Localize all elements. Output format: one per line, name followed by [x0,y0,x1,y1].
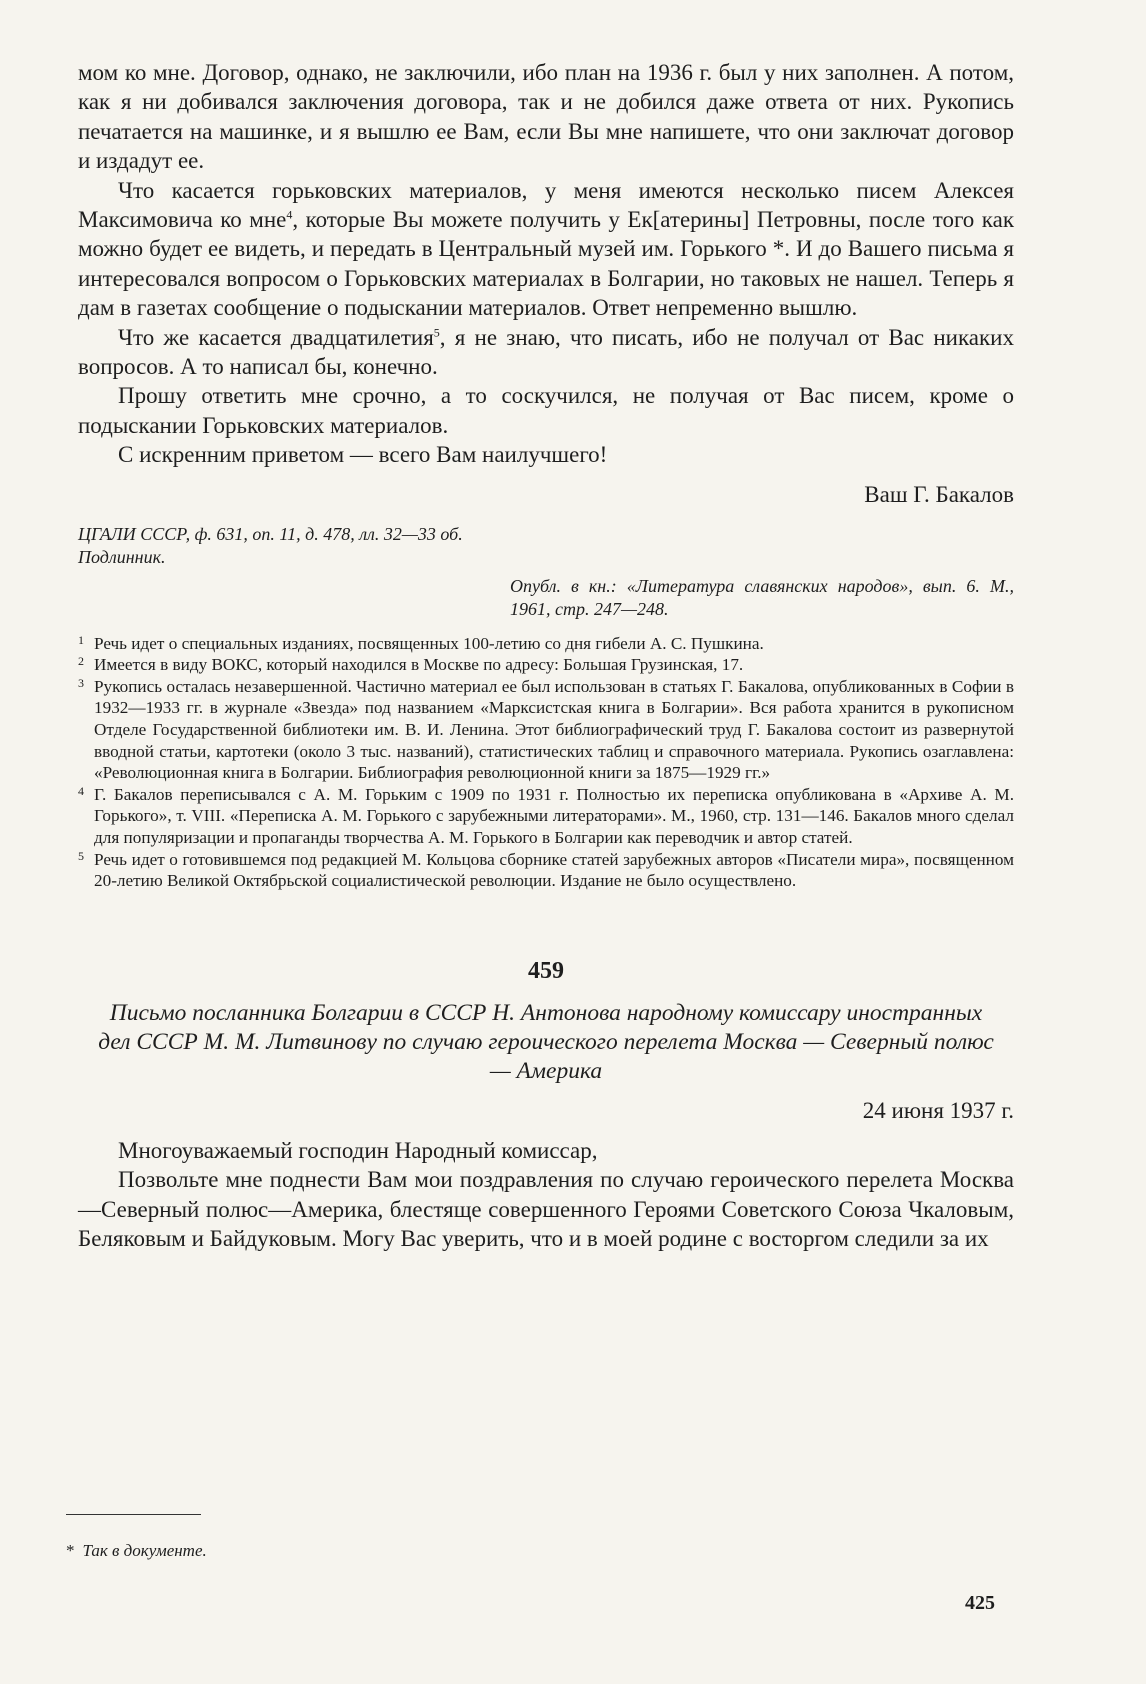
document-number: 459 [528,957,564,984]
letter-paragraph-1: мом ко мне. Договор, однако, не заключили, ибо план на 1936 г. был у них заполнен. А потом, как я ни добивался заключения договора, так и не добился даже ответа от них. Рукопись печатается на машинке, и я вышлю ее Вам, если Вы мне напишете, что они заключат договор и издадут ее. [78,60,1014,174]
note-text: Имеется в виду ВОКС, который находился в Москве по адресу: Большая Грузинская, 17. [94,655,744,675]
footnote-mark: * [66,1541,75,1560]
text-span: , которые Вы можете получить у Ек[атерины] Петровны, после того как можно будет ее видеть, и передать в Центральный музей им. Горького *. И до Вашего письма я интересовался вопросом о Горьковских материалах в Болгарии, но таковых не нашел. Теперь я дам в газетах сообщение о подыскании материалов. Ответ непременно вышлю. [78,207,1015,321]
letter-paragraph-3 [78,323,1014,382]
footnote [66,1541,207,1561]
note-text: Речь идет о готовившемся под редакцией М. Кольцова сборнике статей зарубежных авторов «Писатели мира», посвященном 20-летию Великой Октябрьской социалистической революции. Издание не было осуществлено. [94,849,1014,891]
note-number: 1 [78,632,84,647]
note-item [78,633,1014,655]
signature: Ваш Г. Бакалов [864,481,1014,507]
note-text: Рукопись осталась незавершенной. Частично материал ее был использован в статьях Г. Бакалова, опубликованных в Софии в 1932—1933 гг. в журнале «Звезда» под названием «Марксистская книга в Болгарии». Вся работа хранится в рукописном Отделе Государственной библиотеки им. В. И. Ленина. Этот библиографический труд Г. Бакалова состоит из развернутой вводной статьи, картотеки (около 3 тыс. названий), статистических таблиц и справочного материала. Рукопись озаглавлена: «Революционная книга в Болгарии. Библиография революционной книги за 1875—1929 гг.» [94,676,1014,783]
note-item [78,654,1014,676]
footnote-divider [66,1514,201,1515]
text-span: , я не знаю, что писать, ибо не получал от Вас никаких вопросов. А то написал бы, конечно. [78,324,1014,380]
note-number: 4 [78,783,84,798]
note-item [78,676,1014,784]
note-number: 5 [78,848,84,863]
publication-reference: Опубл. в кн.: «Литература славянских народов», вып. 6. М., 1961, стр. 247—248. [510,575,1014,619]
note-number: 2 [78,654,84,669]
document-title: Письмо посланника Болгарии в СССР Н. Антонова народному комиссару иностранных дел СССР М. М. Литвинову по случаю героического перелета Москва — Северный полюс — Америка [98,999,994,1084]
page-content [78,58,1014,1253]
letter-paragraph-4: Прошу ответить мне срочно, а то соскучился, не получая от Вас писем, кроме о подыскании Горьковских материалов. [78,383,1014,438]
note-text: Речь идет о специальных изданиях, посвященных 100-летию со дня гибели А. С. Пушкина. [94,633,764,653]
salutation: Многоуважаемый господин Народный комиссар, [118,1137,598,1163]
footnote-text: Так в документе. [82,1541,207,1560]
document-body: Позвольте мне поднести Вам мои поздравления по случаю героического перелета Москва—Северный полюс—Америка, блестяще совершенного Героями Советского Союза Чкаловым, Беляковым и Байдуковым. Могу Вас уверить, что и в моей родине с восторгом следили за их [78,1167,1014,1252]
note-ref-5: 5 [433,325,440,339]
text-span: Что касается горьковских материалов, у меня имеются несколько писем Алексея Максимовича ко мне [78,177,1014,233]
archive-line-2: Подлинник. [78,546,166,567]
text-span: Что же касается двадцатилетия [118,324,434,350]
letter-paragraph-5: С искренним приветом — всего Вам наилучшего! [118,442,608,468]
note-ref-4: 4 [286,207,293,222]
note-item [78,849,1014,892]
note-text: Г. Бакалов переписывался с А. М. Горьким с 1909 по 1931 г. Полностью их переписка опубликована в «Архиве А. М. Горького», т. VIII. «Переписка А. М. Горького с зарубежными литераторами». М., 1960, стр. 131—146. Бакалов много сделал для популяризации и пропаганды творчества А. М. Горького в Болгарии как переводчик и автор статей. [94,784,1014,848]
letter-paragraph-2 [78,176,1014,323]
notes-list [78,633,1014,892]
note-item [78,784,1014,849]
document-date: 24 июня 1937 г. [862,1097,1014,1123]
page-number: 425 [965,1592,995,1614]
archive-reference [78,523,638,569]
archive-line-1: ЦГАЛИ СССР, ф. 631, оп. 11, д. 478, лл. 32—33 об. [78,523,463,544]
note-number: 3 [78,675,84,690]
